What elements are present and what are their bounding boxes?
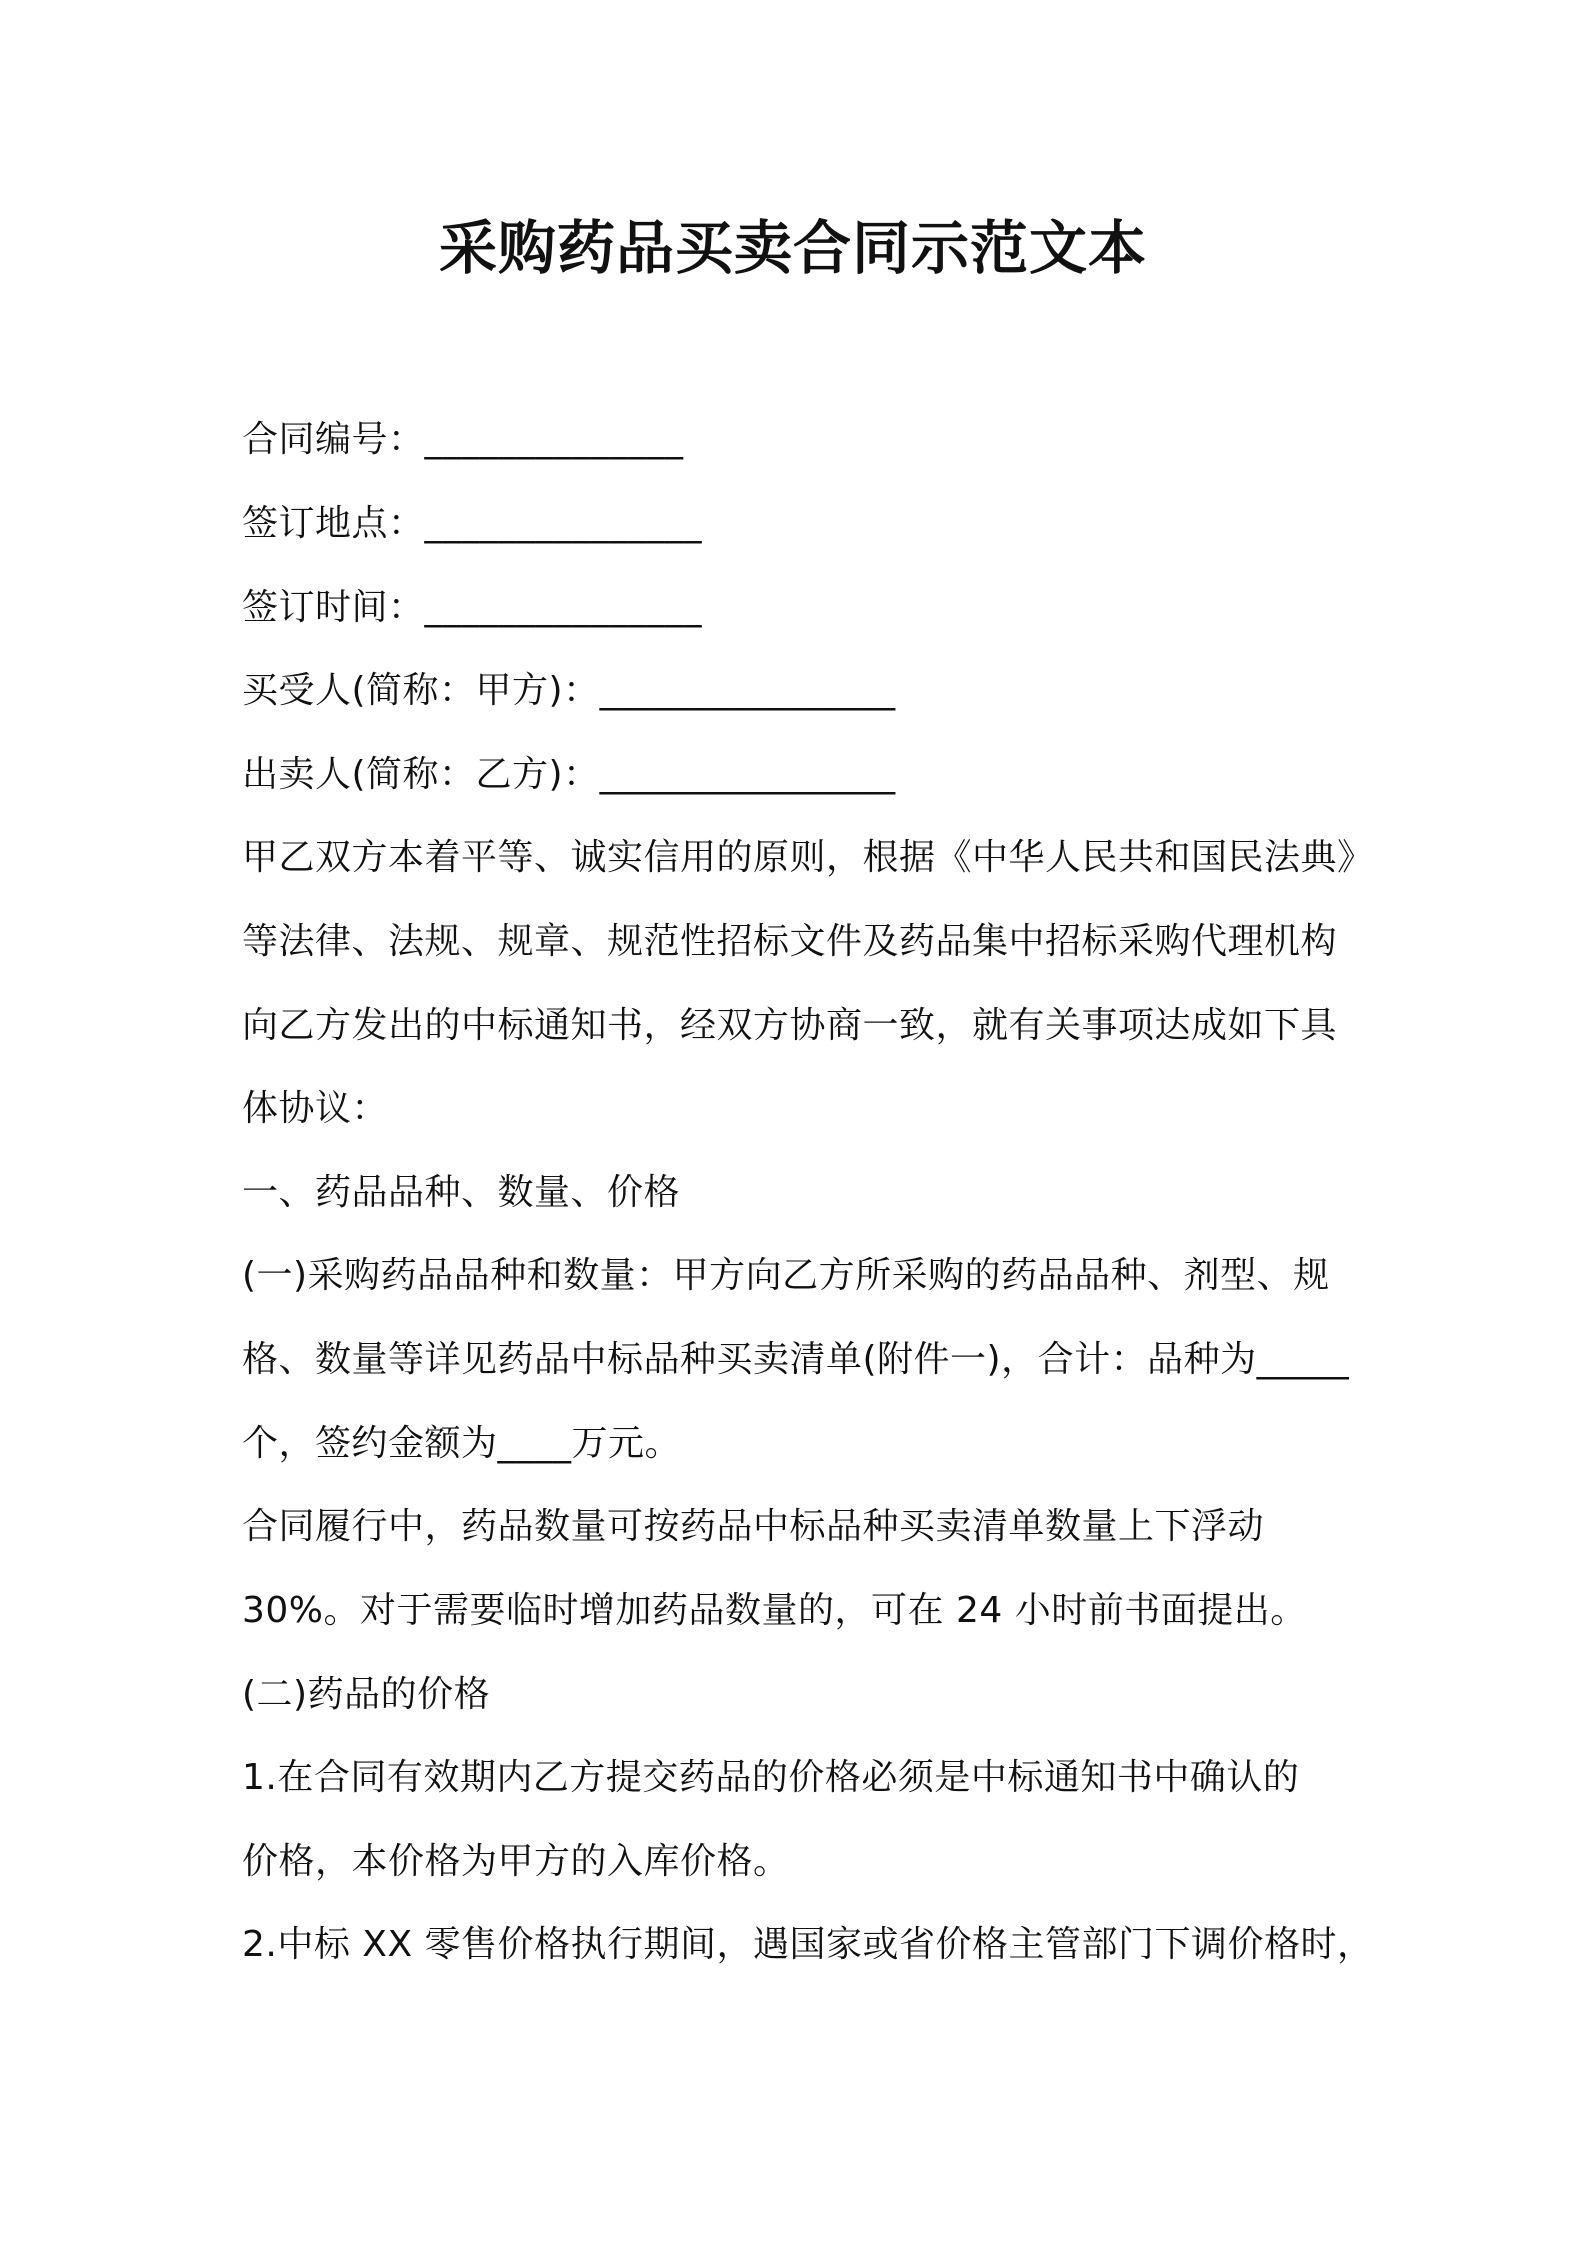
buyer-field: 买受人(简称：甲方)：________________ xyxy=(242,670,896,711)
document-title: 采购药品买卖合同示范文本 xyxy=(438,214,1147,282)
body-line: 格、数量等详见药品中标品种买卖清单(附件一)，合计：品种为_____ xyxy=(242,1339,1350,1380)
body-line: 甲乙双方本着平等、诚实信用的原则，根据《中华人民共和国民法典》 xyxy=(242,837,1374,878)
body-line: (一)采购药品品种和数量：甲方向乙方所采购的药品品种、剂型、规 xyxy=(242,1255,1330,1296)
section-heading: 一、药品品种、数量、价格 xyxy=(242,1172,681,1213)
body-line: 体协议： xyxy=(242,1088,389,1129)
body-line: 个，签约金额为____万元。 xyxy=(242,1423,682,1464)
seller-field: 出卖人(简称：乙方)：________________ xyxy=(242,754,896,795)
body-line: 1.在合同有效期内乙方提交药品的价格必须是中标通知书中确认的 xyxy=(242,1757,1300,1798)
body-line: 价格，本价格为甲方的入库价格。 xyxy=(242,1841,790,1882)
subsection-heading: (二)药品的价格 xyxy=(242,1674,491,1715)
body-line: 30%。对于需要临时增加药品数量的，可在 24 小时前书面提出。 xyxy=(242,1590,1307,1631)
body-line: 合同履行中，药品数量可按药品中标品种买卖清单数量上下浮动 xyxy=(242,1506,1265,1547)
body-line: 向乙方发出的中标通知书，经双方协商一致，就有关事项达成如下具 xyxy=(242,1005,1338,1046)
signing-time-field: 签订时间：_______________ xyxy=(242,587,703,628)
contract-number-field: 合同编号：______________ xyxy=(242,419,684,460)
body-line: 等法律、法规、规章、规范性招标文件及药品集中招标采购代理机构 xyxy=(242,921,1338,962)
body-line: 2.中标 XX 零售价格执行期间，遇国家或省价格主管部门下调价格时， xyxy=(242,1924,1374,1965)
signing-place-field: 签订地点：_______________ xyxy=(242,503,703,544)
